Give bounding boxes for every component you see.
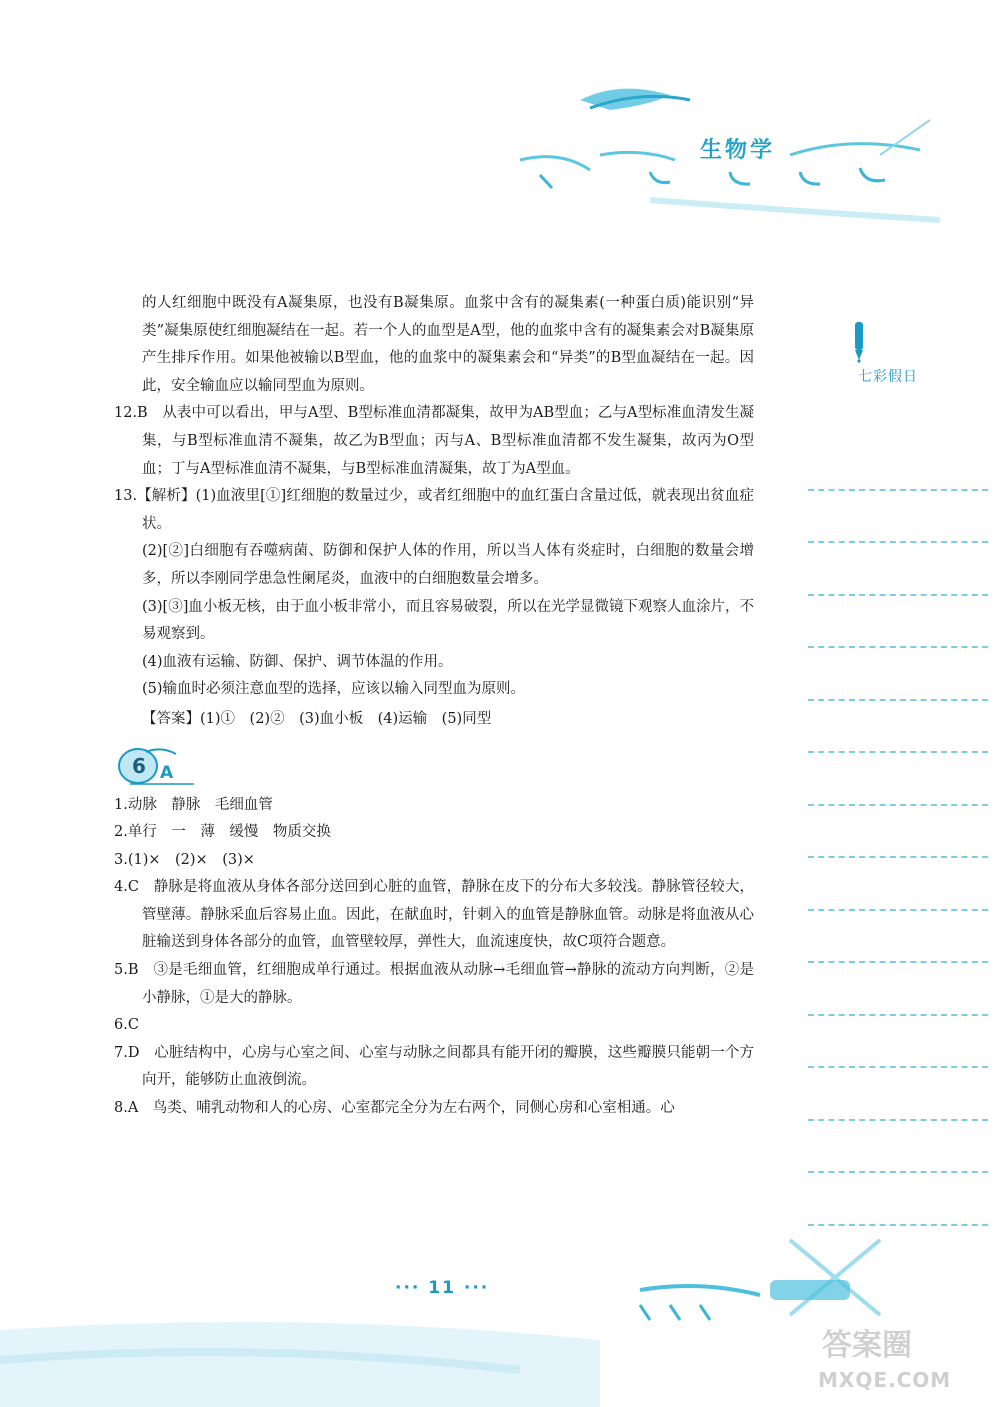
note-line [808, 753, 988, 806]
answer-13-part-5: (5)输血时必须注意血型的选择，应该以输入同型血为原则。 [142, 681, 526, 698]
watermark-url: MXQE.COM [818, 1368, 952, 1392]
note-line [808, 1121, 988, 1174]
answer-12: 12.B 从表中可以看出，甲与A型、B型标准血清都凝集，故甲为AB型血；乙与A型标准血清发生凝集，与B型标准血清不凝集，故乙为B型血；丙与A、B型标准血清都不发生凝集，故丙为O型血；丁与A型标准血清不凝集，与B型标准血清凝集，故丁为A型血。 [114, 405, 754, 477]
note-line [808, 491, 988, 544]
note-line [808, 648, 988, 701]
answer-s1: 1.动脉 静脉 毛细血管 [114, 796, 273, 813]
section-number: 6 [132, 753, 146, 778]
answer-13-part-3: (3)[③]血小板无核，由于血小板非常小，而且容易破裂，所以在光学显微镜下观察人血涂片，不易观察到。 [142, 598, 754, 643]
watermark-text: 答案圈 [822, 1328, 912, 1363]
note-line [808, 1016, 988, 1069]
subject-title: 生物学 [700, 138, 776, 163]
note-line [808, 806, 988, 859]
answer-13-part-2: (2)[②]白细胞有吞噬病菌、防御和保护人体的作用，所以当人体有炎症时，白细胞的数量会增多，所以李刚同学患急性阑尾炎，血液中的白细胞数量会增多。 [142, 543, 754, 587]
paragraph-continuation: 的人红细胞中既没有A凝集原，也没有B凝集原。血浆中含有的凝集素(一种蛋白质)能识别“异类”凝集原使红细胞凝结在一起。若一个人的血型是A型，他的血浆中含有的凝集素会对B凝集原产生排斥作用。如果他被输以B型血，他的血浆中的凝集素会和“异类”的B型血凝结在一起。因此，安全输血应以输同型血为原则。 [142, 295, 754, 394]
page-number: ··· 11 ··· [395, 1278, 490, 1298]
answer-s8: 8.A 鸟类、哺乳动物和人的心房、心室都完全分为左右两个，同侧心房和心室相通。心 [114, 1100, 675, 1117]
note-line [808, 1068, 988, 1121]
note-line [808, 543, 988, 596]
note-line [808, 701, 988, 754]
note-line [808, 963, 988, 1016]
answer-s2: 2.单行 一 薄 缓慢 物质交换 [114, 824, 331, 841]
section-badge [114, 742, 754, 786]
note-line [808, 858, 988, 911]
answer-s6: 6.C [114, 1017, 139, 1034]
answer-13-part-4: (4)血液有运输、防御、保护、调节体温的作用。 [142, 653, 453, 670]
note-line [808, 911, 988, 964]
pen-icon [848, 320, 870, 364]
note-line [808, 1173, 988, 1226]
answer-s5: 5.B ③是毛细血管，红细胞成单行通过。根据血液从动脉→毛细血管→静脉的流动方向判断，②是小静脉，①是大的静脉。 [114, 962, 754, 1006]
answer-s4: 4.C 静脉是将血液从身体各部分送回到心脏的血管，静脉在皮下的分布大多较浅。静脉管径较大，管壁薄。静脉采血后容易止血。因此，在献血时，针刺入的血管是静脉血管。动脉是将血液从心脏输送到身体各部分的血管，血管壁较厚，弹性大，血流速度快，故C项符合题意。 [114, 879, 754, 951]
answer-13-key: 【答案】(1)① (2)② (3)血小板 (4)运输 (5)同型 [142, 710, 492, 727]
answer-s3: 3.(1)× (2)× (3)× [114, 851, 255, 868]
note-line [808, 596, 988, 649]
note-lines [808, 438, 988, 1226]
section-letter: A [160, 762, 174, 783]
side-brand-label: 七彩假日 [858, 369, 918, 385]
answer-content [114, 290, 754, 1123]
section-badge-icon [116, 744, 196, 786]
answer-13-lead: 13.【解析】(1)血液里[①]红细胞的数量过少，或者红细胞中的血红蛋白含量过低，就表现出贫血症状。 [114, 488, 754, 532]
note-line [808, 438, 988, 491]
answer-s7: 7.D 心脏结构中，心房与心室之间、心室与动脉之间都具有能开闭的瓣膜，这些瓣膜只能朝一个方向开，能够防止血液倒流。 [114, 1044, 754, 1089]
